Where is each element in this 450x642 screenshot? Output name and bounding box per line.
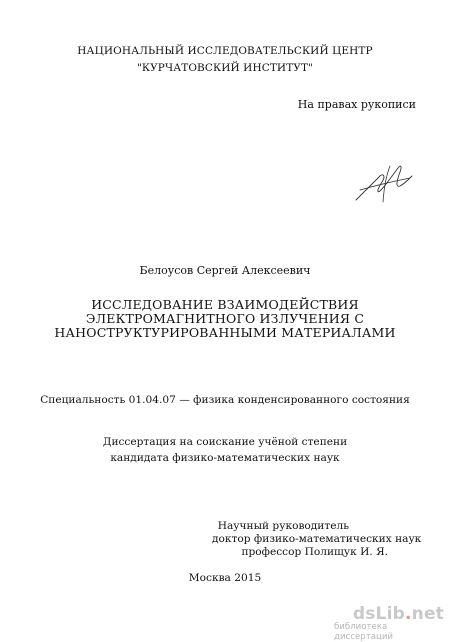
rights-note: На правах рукописи — [297, 98, 416, 111]
title-line-1: ИССЛЕДОВАНИЕ ВЗАИМОДЕЙСТВИЯ — [91, 297, 359, 312]
watermark — [334, 604, 444, 642]
institution-line-1: НАЦИОНАЛЬНЫЙ ИССЛЕДОВАТЕЛЬСКИЙ ЦЕНТР — [77, 45, 373, 57]
degree-line-2: кандидата физико-математических наук — [110, 452, 340, 464]
specialty-line: Специальность 01.04.07 — физика конденсированного состояния — [40, 394, 410, 406]
supervisor-line-1: Научный руководитель — [217, 520, 349, 532]
degree-line-1: Диссертация на соискание учёной степени — [102, 436, 348, 448]
supervisor-line-3: профессор Полищук И. Я. — [241, 546, 388, 558]
author-name: Белоусов Сергей Алексеевич — [139, 264, 311, 277]
title-line-2: ЭЛЕКТРОМАГНИТНОГО ИЗЛУЧЕНИЯ С — [85, 311, 365, 326]
handwritten-signature — [350, 158, 416, 206]
watermark-logo-dot: . — [404, 604, 412, 624]
watermark-logo-tld: net — [411, 604, 444, 624]
watermark-logo-main: dsLib — [352, 604, 405, 624]
institution-line-2: "КУРЧАТОВСКИЙ ИНСТИТУТ" — [136, 62, 314, 74]
supervisor-line-2: доктор физико-математических наук — [212, 533, 422, 545]
watermark-logo — [353, 604, 444, 624]
title-line-3: НАНОСТРУКТУРИРОВАННЫМИ МАТЕРИАЛАМИ — [54, 325, 396, 340]
city-year: Москва 2015 — [188, 572, 262, 584]
watermark-subtitle: библиотека диссертаций — [334, 622, 394, 642]
